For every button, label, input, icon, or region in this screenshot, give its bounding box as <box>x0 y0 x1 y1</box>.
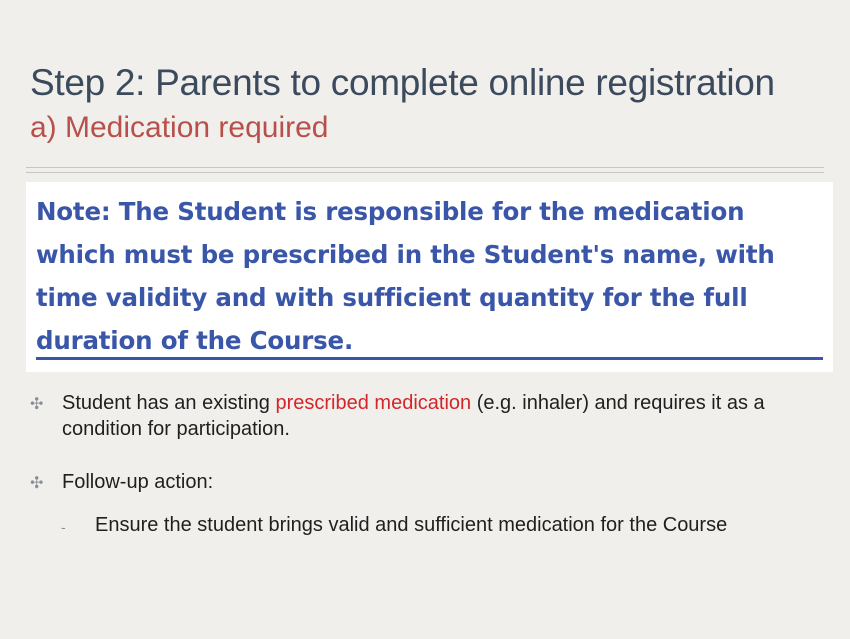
note-line: which must be prescribed in the Student's name, with <box>36 240 775 269</box>
note-underline <box>36 357 823 360</box>
bullet-text: (e.g. inhaler) and requires it as a condition for participation. <box>62 392 765 440</box>
bullet-text: Student has an existing <box>62 392 276 414</box>
note-text <box>36 190 826 362</box>
dash-bullet-marker: - <box>61 519 66 535</box>
note-line: time validity and with sufficient quantity for the full <box>36 283 748 312</box>
slide-subtitle: a) Medication required <box>30 111 329 144</box>
sub-bullet-item: Ensure the student brings valid and sufficient medication for the Course <box>95 514 728 536</box>
sparkle-bullet-icon: ✣ <box>30 475 44 492</box>
bullet-item: Follow-up action: <box>62 471 214 493</box>
divider-line <box>26 172 824 173</box>
bullet-item <box>62 390 822 442</box>
note-line: duration of the Course. <box>36 326 354 355</box>
slide-title: Step 2: Parents to complete online registration <box>30 62 775 103</box>
divider-line <box>26 167 824 168</box>
sparkle-bullet-icon: ✣ <box>30 396 44 413</box>
highlighted-term: prescribed medication <box>275 392 472 414</box>
note-box <box>26 182 833 372</box>
note-line: Note: The Student is responsible for the medication <box>36 197 745 226</box>
